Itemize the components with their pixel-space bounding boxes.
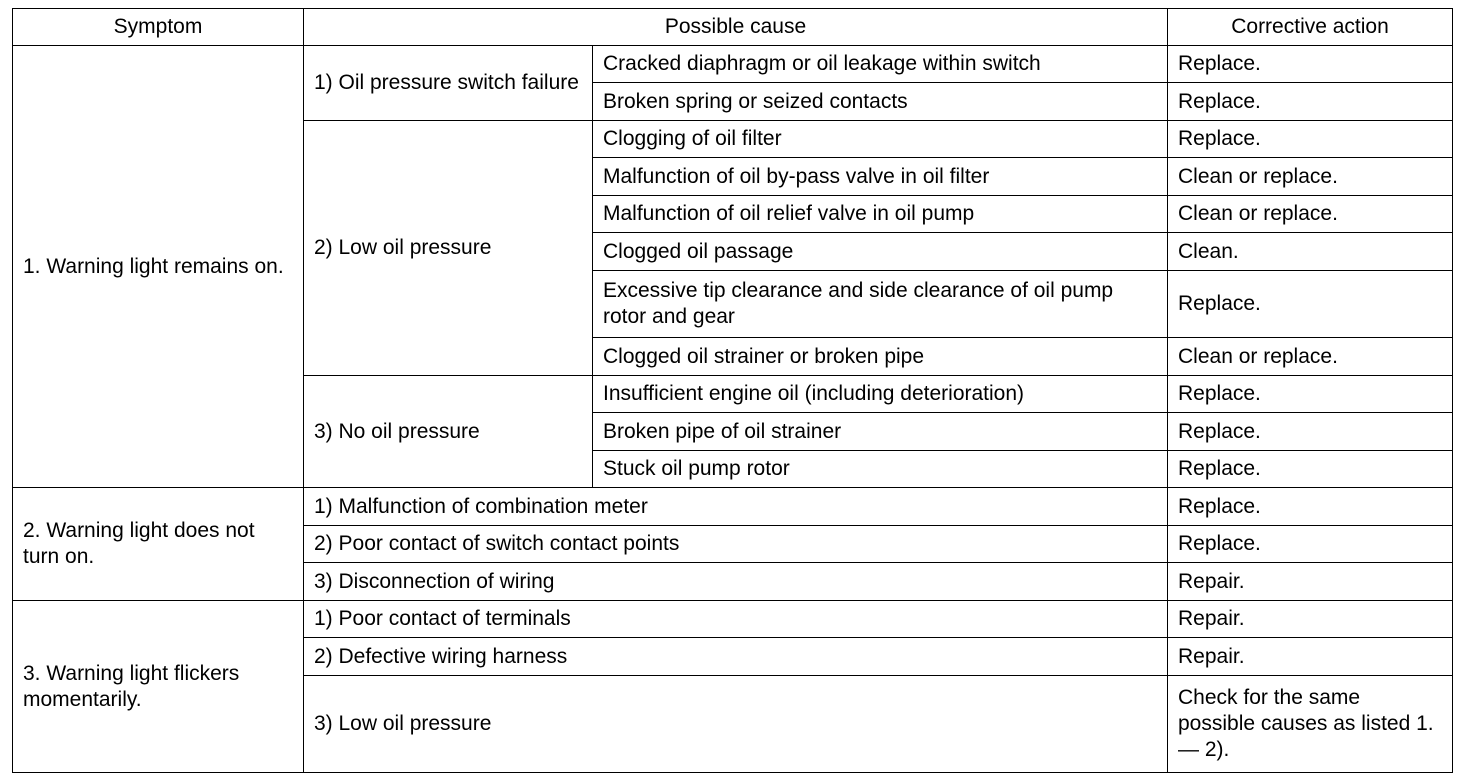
cause-group-cell: 1) Oil pressure switch failure (304, 46, 593, 121)
action-cell: Replace. (1168, 376, 1453, 413)
cause-cell: 1) Malfunction of combination meter (304, 488, 1168, 526)
table-row (13, 488, 1453, 526)
symptom-cell: 2. Warning light does not turn on. (13, 488, 304, 601)
action-cell: Check for the same possible causes as listed 1. — 2). (1168, 676, 1453, 773)
action-cell: Replace. (1168, 488, 1453, 526)
cause-cell: 3) Disconnection of wiring (304, 563, 1168, 601)
header-row (13, 9, 1453, 46)
cause-detail-cell: Clogged oil strainer or broken pipe (593, 338, 1168, 376)
cause-cell: 2) Poor contact of switch contact points (304, 526, 1168, 563)
cause-detail-cell: Malfunction of oil by-pass valve in oil filter (593, 158, 1168, 196)
cause-detail-cell: Broken spring or seized contacts (593, 83, 1168, 121)
cause-detail-cell: Clogged oil passage (593, 233, 1168, 271)
action-cell: Replace. (1168, 451, 1453, 488)
cause-detail-cell: Excessive tip clearance and side clearance of oil pump rotor and gear (593, 271, 1168, 338)
cause-header: Possible cause (304, 9, 1168, 46)
action-cell: Replace. (1168, 413, 1453, 451)
action-cell: Repair. (1168, 563, 1453, 601)
action-cell: Replace. (1168, 271, 1453, 338)
table-row (13, 601, 1453, 638)
action-cell: Replace. (1168, 83, 1453, 121)
symptom-cell: 3. Warning light flickers momentarily. (13, 601, 304, 773)
action-cell: Clean or replace. (1168, 196, 1453, 233)
cause-cell: 3) Low oil pressure (304, 676, 1168, 773)
table-row (13, 46, 1453, 83)
cause-cell: 1) Poor contact of terminals (304, 601, 1168, 638)
cause-detail-cell: Insufficient engine oil (including deterioration) (593, 376, 1168, 413)
action-cell: Clean. (1168, 233, 1453, 271)
troubleshooting-table (12, 8, 1453, 773)
cause-detail-cell: Broken pipe of oil strainer (593, 413, 1168, 451)
action-cell: Clean or replace. (1168, 338, 1453, 376)
cause-detail-cell: Cracked diaphragm or oil leakage within switch (593, 46, 1168, 83)
action-cell: Clean or replace. (1168, 158, 1453, 196)
cause-cell: 2) Defective wiring harness (304, 638, 1168, 676)
action-cell: Replace. (1168, 526, 1453, 563)
symptom-header: Symptom (13, 9, 304, 46)
cause-group-cell: 2) Low oil pressure (304, 121, 593, 376)
action-cell: Repair. (1168, 638, 1453, 676)
action-header: Corrective action (1168, 9, 1453, 46)
cause-detail-cell: Malfunction of oil relief valve in oil pump (593, 196, 1168, 233)
cause-group-cell: 3) No oil pressure (304, 376, 593, 488)
symptom-cell: 1. Warning light remains on. (13, 46, 304, 488)
action-cell: Repair. (1168, 601, 1453, 638)
action-cell: Replace. (1168, 121, 1453, 158)
action-cell: Replace. (1168, 46, 1453, 83)
cause-detail-cell: Clogging of oil filter (593, 121, 1168, 158)
cause-detail-cell: Stuck oil pump rotor (593, 451, 1168, 488)
